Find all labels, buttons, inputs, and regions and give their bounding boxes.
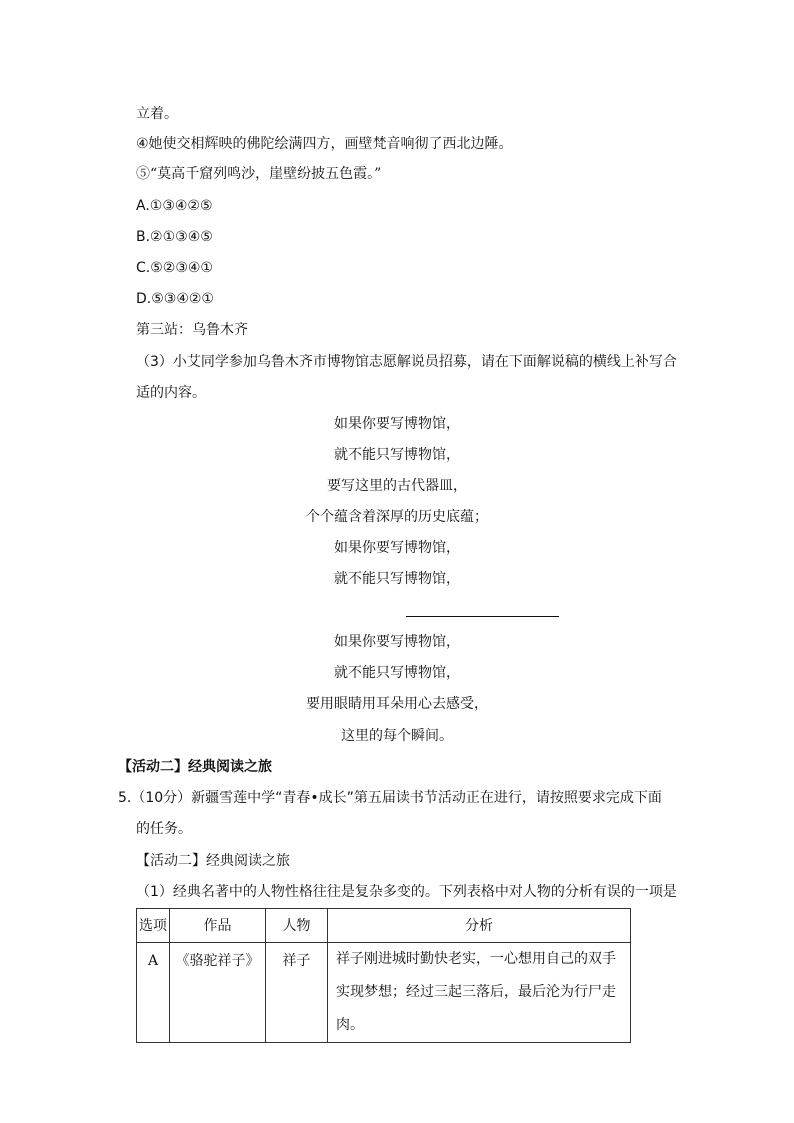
activity-two-heading: 【活动二】经典阅读之旅 [118,759,272,775]
table-header-work: 作品 [170,909,266,943]
poem-line-8: 就不能只写博物馆， [334,665,460,681]
poem-line-6: 就不能只写博物馆， [334,571,460,587]
text-line-1: 立着。 [136,106,178,122]
option-d: D.⑤③④②① [136,291,214,307]
question-5-line-2: 的任务。 [136,821,192,837]
poem-line-5: 如果你要写博物馆， [334,540,460,556]
poem-line-1: 如果你要写博物馆， [334,416,460,432]
table-cell-work: 《骆驼祥子》 [170,943,266,1043]
option-b: B.②①③④⑤ [136,229,213,245]
question-5-1: （1）经典名著中的人物性格往往是复杂多变的。下列表格中对人物的分析有误的一项是 [136,884,677,900]
poem-line-9: 要用眼睛用耳朵用心去感受， [306,696,488,712]
text-line-2: ④她使交相辉映的佛陀绘满四方，画壁梵音响彻了西北边陲。 [136,136,513,152]
table-row [137,943,631,1043]
table-header-row [137,909,631,943]
table-header-analysis: 分析 [328,909,631,943]
activity-two-subheading: 【活动二】经典阅读之旅 [136,853,290,869]
character-analysis-table [136,908,631,1043]
poem-line-7: 如果你要写博物馆， [334,634,460,650]
option-c: C.⑤②③④① [136,260,213,276]
fill-in-blank-line [406,616,559,617]
table-header-option: 选项 [137,909,170,943]
question-5-line-1: 5.（10分）新疆雪莲中学“青春•成长”第五届读书节活动正在进行，请按照要求完成下面 [118,790,662,806]
poem-line-3: 要写这里的古代器皿， [327,478,467,494]
table-cell-person: 祥子 [266,943,328,1043]
table-header-person: 人物 [266,909,328,943]
poem-line-10: 这里的每个瞬间。 [341,728,453,744]
question-3-line-2: 适的内容。 [136,385,206,401]
text-line-3: ⑤“莫高千窟列鸣沙，崖壁纷披五色霞。” [136,166,382,182]
station-three-heading: 第三站：乌鲁木齐 [136,322,248,338]
table-cell-analysis: 祥子刚进城时勤快老实，一心想用自己的双手实现梦想；经过三起三落后，最后沦为行尸走肉。 [328,943,631,1043]
option-a: A.①③④②⑤ [136,198,213,214]
poem-line-4: 个个蕴含着深厚的历史底蕴； [306,509,488,525]
question-3-line-1: （3）小艾同学参加乌鲁木齐市博物馆志愿解说员招募，请在下面解说稿的横线上补写合 [136,354,677,370]
table-cell-option: A [137,943,170,1043]
poem-line-2: 就不能只写博物馆， [334,447,460,463]
